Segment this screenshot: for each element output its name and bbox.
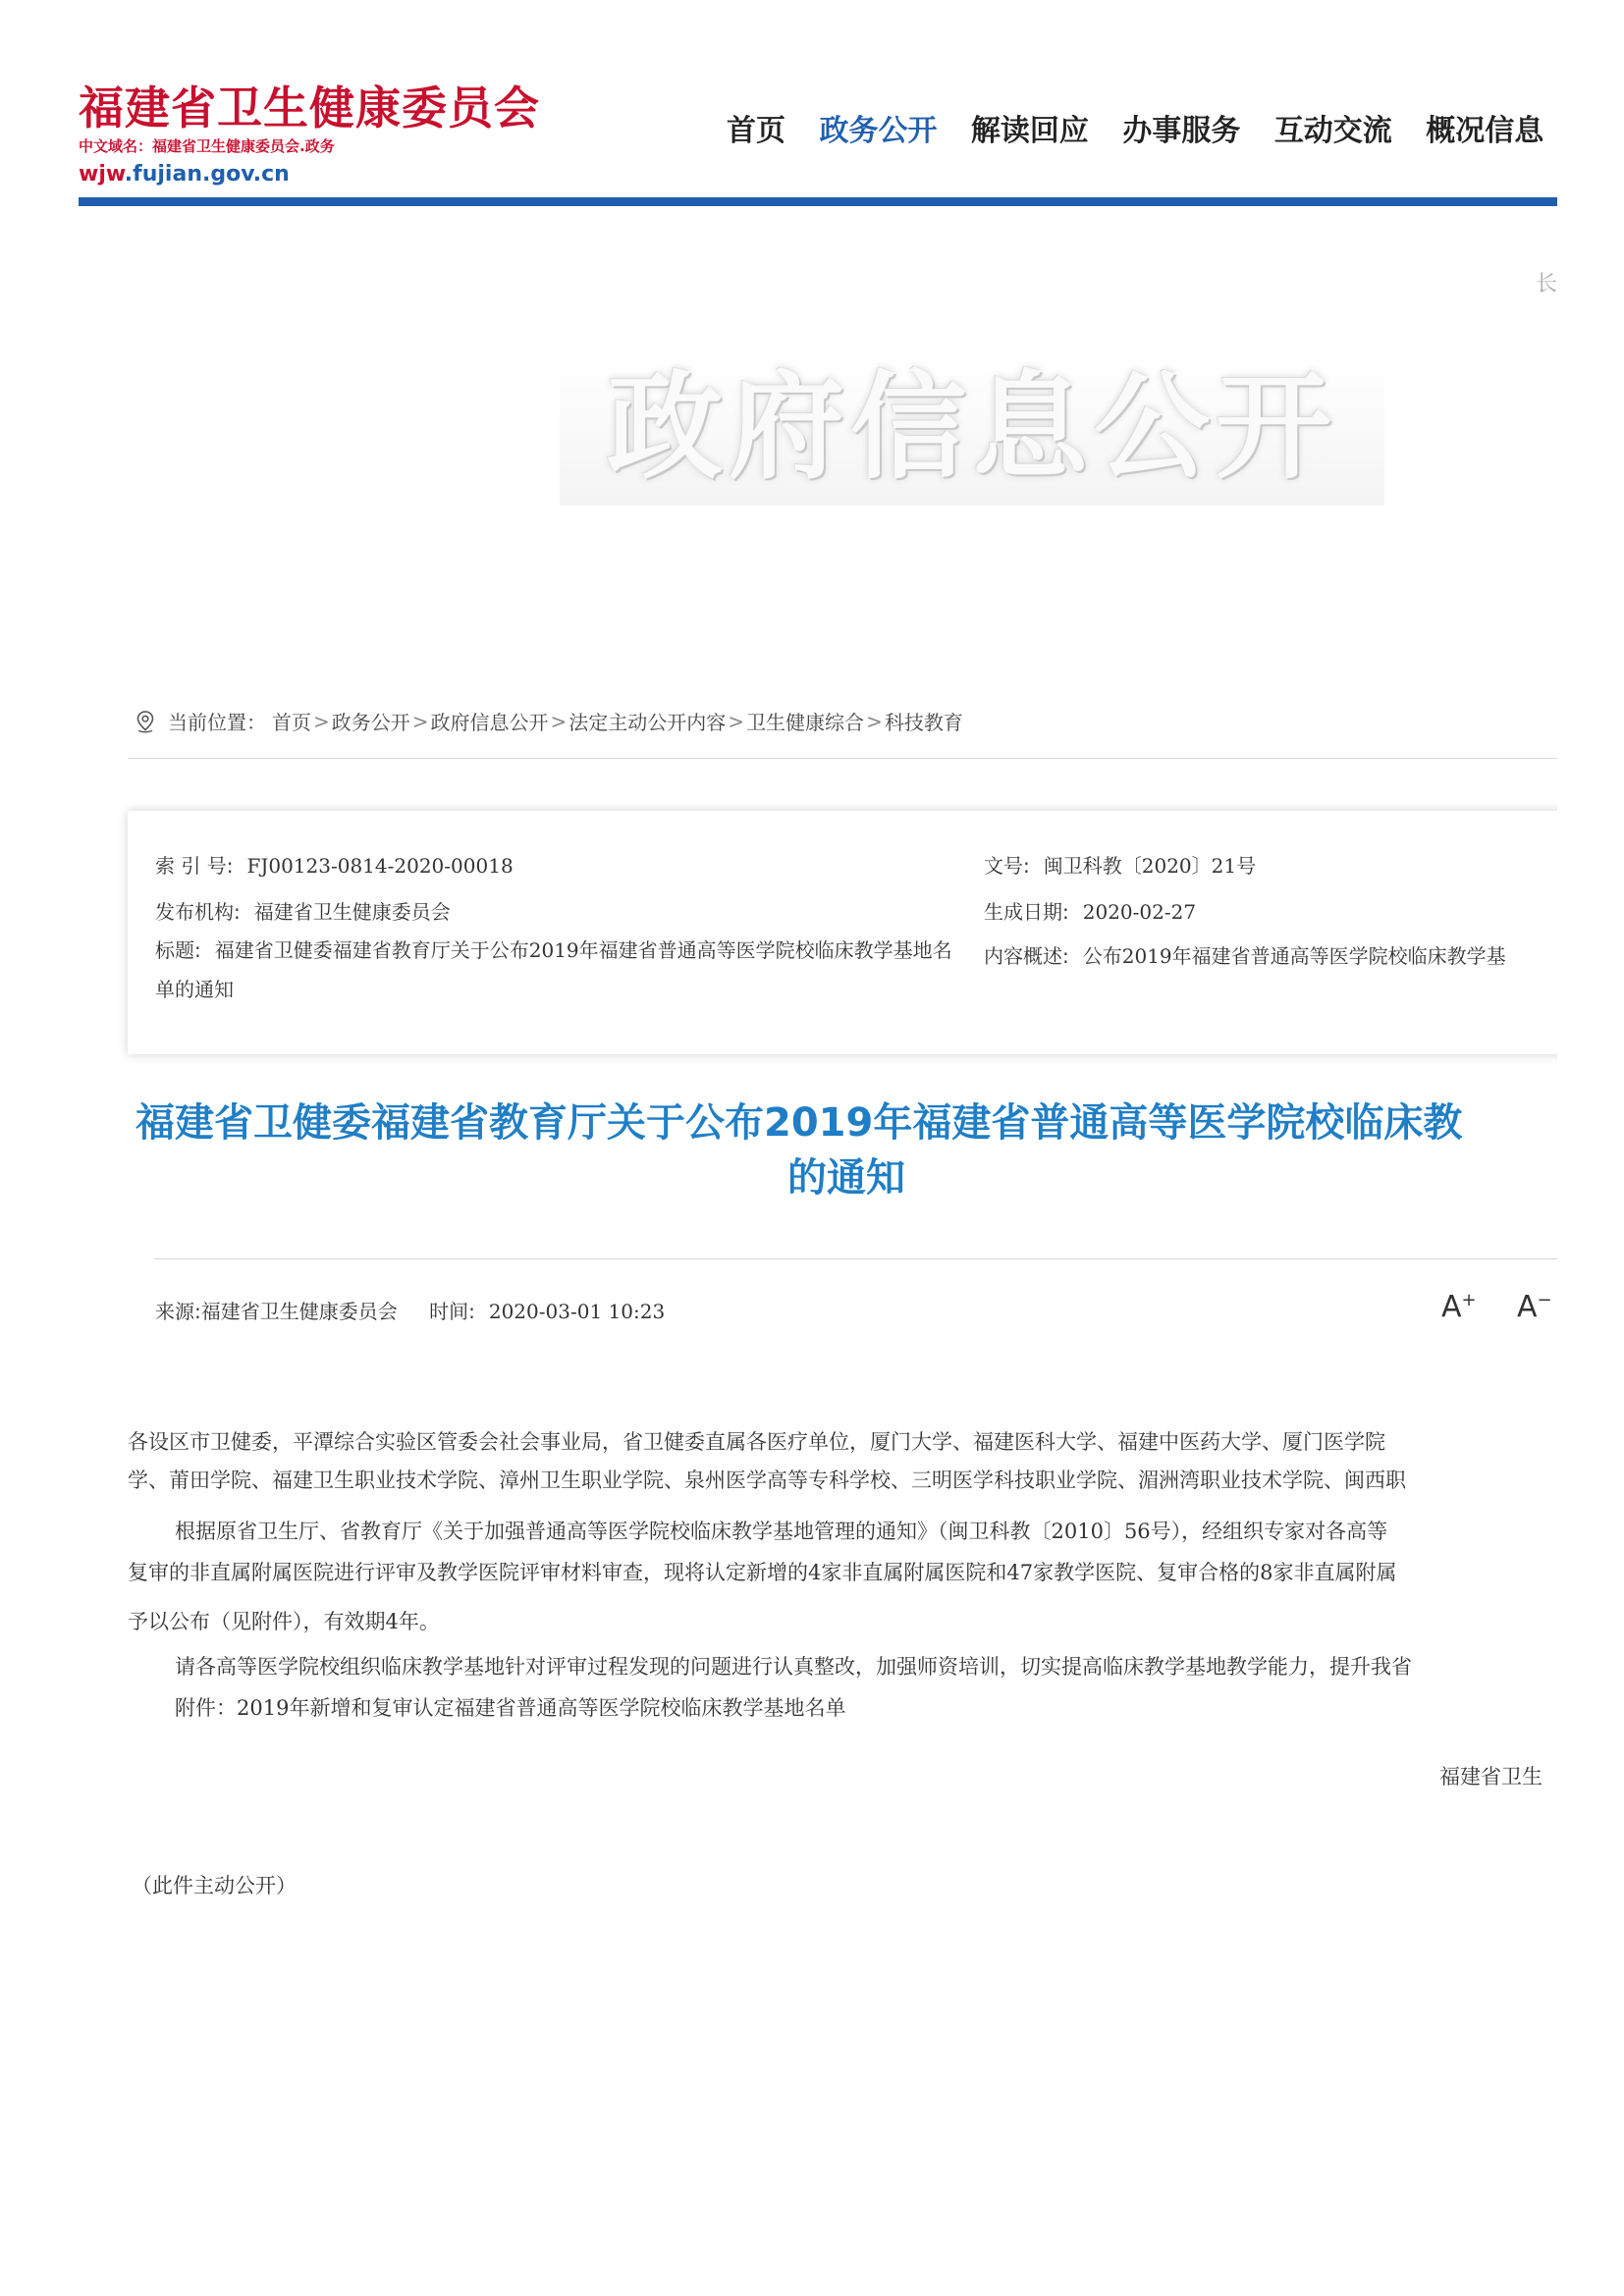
font-increase-glyph: A xyxy=(1441,1290,1462,1324)
body-paragraph-2-line3: 予以公布（见附件），有效期4年。 xyxy=(128,1610,440,1633)
time-value: 2020-03-01 10:23 xyxy=(488,1300,666,1323)
breadcrumb-item-home[interactable]: 首页 xyxy=(272,711,311,734)
font-decrease-button[interactable] xyxy=(1517,1290,1552,1324)
source-value: 福建省卫生健康委员会 xyxy=(200,1300,398,1323)
section-banner: 政府信息公开 xyxy=(560,353,1384,506)
nav-item-interaction[interactable]: 互动交流 xyxy=(1273,114,1392,148)
main-nav xyxy=(727,106,1557,149)
breadcrumb xyxy=(135,707,963,735)
body-paragraph-3: 请各高等医学院校组织临床教学基地针对评审过程发现的问题进行认真整改，加强师资培训，切实提高临床教学基地教学能力，提升我省 xyxy=(175,1655,1412,1679)
nav-item-gov-affairs[interactable]: 政务公开 xyxy=(819,114,938,148)
breadcrumb-label: 当前位置： xyxy=(168,711,266,734)
meta-publisher-value: 福建省卫生健康委员会 xyxy=(253,900,451,924)
meta-index-label: 索 引 号: xyxy=(155,854,234,878)
body-paragraph-2-line2: 复审的非直属附属医院进行评审及教学医院评审材料审查，现将认定新增的4家非直属附属医院和47家教学医院、复审合格的8家非直属附属 xyxy=(128,1561,1397,1584)
article-title-line1: 福建省卫健委福建省教育厅关于公布2019年福建省普通高等医学院校临床教 xyxy=(135,1100,1463,1146)
header-divider xyxy=(79,197,1557,206)
breadcrumb-divider xyxy=(128,758,1557,759)
site-logo[interactable] xyxy=(79,82,540,187)
body-paragraph-2-line1: 根据原省卫生厅、省教育厅《关于加强普通高等医学院校临床教学基地管理的通知》（闽卫科教〔2010〕56号），经组织专家对各高等 xyxy=(175,1520,1388,1543)
breadcrumb-item-gov-info[interactable]: 政府信息公开 xyxy=(430,711,549,734)
font-increase-button[interactable] xyxy=(1441,1290,1477,1324)
breadcrumb-separator: > xyxy=(313,709,330,733)
font-decrease-glyph: A xyxy=(1517,1290,1538,1324)
meta-date xyxy=(984,896,1196,925)
attachment-line[interactable]: 附件：2019年新增和复审认定福建省普通高等医学院校临床教学基地名单 xyxy=(175,1696,846,1720)
meta-date-value: 2020-02-27 xyxy=(1082,900,1197,924)
meta-index-value: FJ00123-0814-2020-00018 xyxy=(246,854,514,878)
meta-summary-value: 公布2019年福建省普通高等医学院校临床教学基 xyxy=(1082,944,1506,968)
meta-summary xyxy=(984,940,1506,969)
title-divider xyxy=(154,1258,1557,1259)
breadcrumb-item-science-edu[interactable]: 科技教育 xyxy=(884,711,963,734)
meta-summary-label: 内容概述: xyxy=(984,944,1069,968)
meta-index xyxy=(155,850,514,879)
nav-item-interpretation[interactable]: 解读回应 xyxy=(970,114,1089,148)
clipped-side-label: 长 xyxy=(1536,272,1557,296)
nav-item-services[interactable]: 办事服务 xyxy=(1122,114,1241,148)
breadcrumb-separator: > xyxy=(866,709,883,733)
time-label: 时间: xyxy=(429,1300,475,1323)
meta-publisher xyxy=(155,896,451,925)
breadcrumb-item-gov-affairs[interactable]: 政务公开 xyxy=(331,711,410,734)
nav-item-overview[interactable]: 概况信息 xyxy=(1426,114,1544,148)
article-title xyxy=(135,1095,1557,1205)
meta-doc-no-label: 文号: xyxy=(984,854,1030,878)
article-source-line xyxy=(155,1296,665,1324)
meta-title-label: 标题: xyxy=(155,938,201,962)
breadcrumb-separator: > xyxy=(411,709,429,733)
logo-domain-suffix: .fujian.gov.cn xyxy=(124,162,290,187)
logo-domain xyxy=(79,162,540,187)
source-label: 来源: xyxy=(155,1300,201,1323)
meta-doc-no xyxy=(984,850,1256,879)
logo-subtitle: 中文域名：福建省卫生健康委员会.政务 xyxy=(79,137,335,155)
signature: 福建省卫生 xyxy=(1439,1765,1543,1789)
breadcrumb-separator: > xyxy=(550,709,568,733)
location-pin-icon xyxy=(135,710,156,733)
meta-date-label: 生成日期: xyxy=(984,900,1069,924)
article-title-line2: 的通知 xyxy=(787,1155,905,1201)
body-paragraph-1-line1: 各设区市卫健委，平潭综合实验区管委会社会事业局，省卫健委直属各医疗单位，厦门大学、福建医科大学、福建中医药大学、厦门医学院 xyxy=(128,1430,1385,1454)
logo-domain-prefix: wjw xyxy=(79,162,125,187)
breadcrumb-separator: > xyxy=(728,709,745,733)
meta-publisher-label: 发布机构: xyxy=(155,900,241,924)
disclosure-note: （此件主动公开） xyxy=(132,1874,297,1897)
nav-item-home[interactable]: 首页 xyxy=(727,114,785,148)
font-decrease-sup: − xyxy=(1537,1290,1552,1310)
meta-title xyxy=(155,931,960,1009)
font-increase-sup: + xyxy=(1461,1290,1477,1310)
body-paragraph-1-line2: 学、莆田学院、福建卫生职业技术学院、漳州卫生职业学院、泉州医学高等专科学校、三明医学科技职业学院、湄洲湾职业技术学院、闽西职 xyxy=(128,1468,1406,1492)
logo-title: 福建省卫生健康委员会 xyxy=(79,81,540,134)
breadcrumb-item-health[interactable]: 卫生健康综合 xyxy=(746,711,865,734)
meta-doc-no-value: 闽卫科教〔2020〕21号 xyxy=(1043,854,1257,878)
meta-title-value: 福建省卫健委福建省教育厅关于公布2019年福建省普通高等医学院校临床教学基地名单的通知 xyxy=(155,938,952,1001)
breadcrumb-item-statutory[interactable]: 法定主动公开内容 xyxy=(568,711,727,734)
